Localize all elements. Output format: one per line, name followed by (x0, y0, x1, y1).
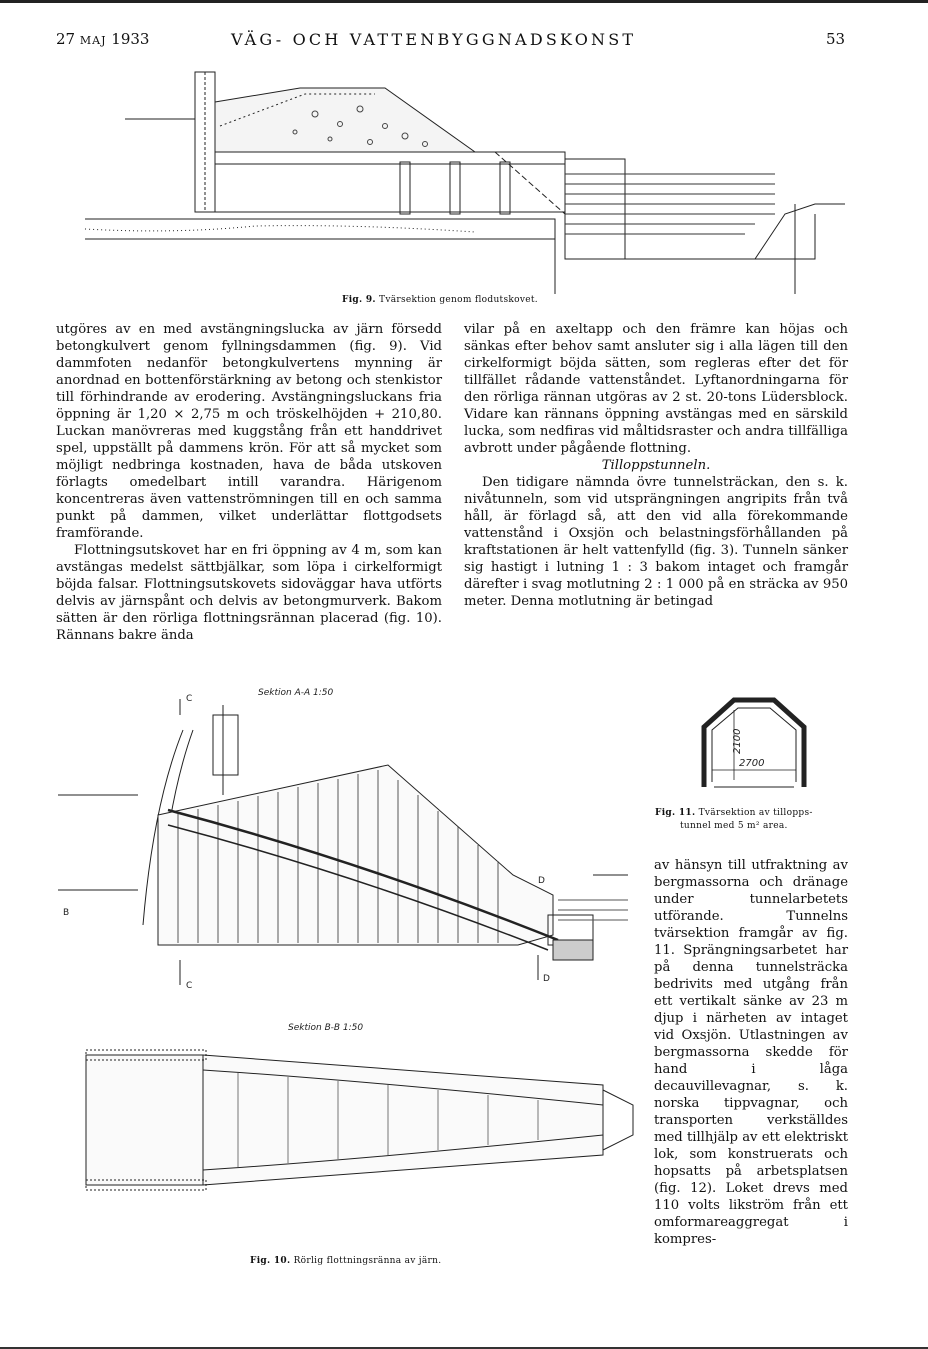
running-header (56, 30, 856, 54)
text-column-left (56, 321, 442, 644)
paragraph-narrow-1: av hänsyn till utfraktning av bergmassorna och dränage under tunnelarbetets utförande. Tunnelns tvärsektion framgår av fig. 11. Sprängningsarbetet har på denna tunnelsträcka bedrivits med utgång från ett vertikalt sänke av 23 m djup i närheten av intaget vid Oxsjön. Utlastningen av bergmassorna skedde för hand i låga decauvillevagnar, s. k. norska tippvagnar, och transporten verkställdes med tillhjälp av ett elektriskt lok, som konstruerats och hopsatts på arbetsplatsen (fig. 12). Loket drevs med 110 volts likström från ett omformareaggregat i kompres- (654, 858, 848, 1247)
text-column-narrow (654, 857, 848, 1248)
fig10-drawing (58, 685, 638, 1245)
fig10-section-bb-label: Sektion B-B 1:50 (288, 1023, 364, 1033)
paragraph-left-1: utgöres av en med avstängningslucka av järn försedd betongkulvert genom fyllningsdammen (fig. 9). Vid dammfoten nedanför betongkulvertens mynning är anordnad en bottenförstärkning av betong och stenkistor till förhindrande av erodering. Avstängningsluckans fria öppning är 1,20 × 2,75 m och tröskelhöjden + 210,80. Luckan manövreras med kuggstång från ett handdrivet spel, uppställt på dammens krön. För att så mycket som möjligt nedbringa kostnaden, hava de båda utskoven förlagts omedelbart intill varandra. Härigenom koncentreras även vattenströmningen till en och samma punkt på dammen, vilket underlättar flottgodsets framförande. (56, 322, 442, 541)
header-date: 27 MAJ 1933 (56, 30, 150, 48)
figure-9 (55, 64, 855, 294)
paragraph-right-2: Den tidigare nämnda övre tunnelsträckan, den s. k. nivåtunneln, som vid utsprängningen angripits från två håll, är förlagd så, att den vid alla förekommande vattenstånd i Oxsjön och belastningsförhållanden på kraftstationen är helt vattenfylld (fig. 3). Tunneln sänker sig hastigt i lutning 1 : 3 bakom intaget och framgår därefter i svag motlutning 2 : 1 000 på en sträcka av 950 meter. Denna motlutning är betingad (464, 475, 848, 609)
fig10-label-d-bottom: D (543, 974, 550, 984)
figure-11 (694, 692, 814, 796)
figure-10 (58, 685, 638, 1245)
fig10-section-aa-label: Sektion A-A 1:50 (258, 688, 334, 698)
section-heading-tilloppstunneln: Tilloppstunneln. (601, 458, 711, 473)
top-rule (0, 0, 928, 3)
fig11-dim-height: 2100 (732, 728, 743, 754)
fig11-dim-width: 2700 (739, 758, 765, 769)
paragraph-right-1: vilar på en axeltapp och den främre kan höjas och sänkas efter behov samt ansluter sig i alla lägen till den cirkelformigt böjda sätten, som regleras efter det för tillfället rådande vattenståndet. Lyftanordningarna för den rörliga rännan utgöras av 2 st. 20-tons Lüdersblock. Vidare kan rännans öppning avstängas med en särskild lucka, som nedfiras vid måltidsraster och andra tillfälliga avbrott under pågående flottning. (464, 322, 848, 456)
fig9-caption: Fig. 9. Tvärsektion genom flodutskovet. (342, 295, 538, 305)
fig11-tunnel-section (694, 692, 814, 796)
fig10-label-c-bottom: C (186, 981, 193, 991)
fig10-caption: Fig. 10. Rörlig flottningsränna av järn. (250, 1256, 442, 1266)
fig11-caption: Fig. 11. Tvärsektion av tillopps- tunnel med 5 m² area. (655, 808, 813, 831)
text-column-right (464, 321, 848, 610)
page-number: 53 (826, 30, 846, 48)
fig10-label-d-top: D (538, 876, 545, 886)
fig10-label-b: B (63, 908, 70, 918)
fig9-cross-section-drawing (55, 64, 855, 294)
paragraph-left-2: Flottningsutskovet har en fri öppning av 4 m, som kan avstängas medelst sättbjälkar, som löpa i cirkelformigt böjda falsar. Flottningsutskovets sidoväggar hava utförts delvis av järnspånt och delvis av betongmurverk. Bakom sätten är den rörliga flottningsrännan placerad (fig. 10). Rännans bakre ända (56, 543, 442, 643)
journal-title: VÄG- OCH VATTENBYGGNADSKONST (231, 30, 637, 49)
fig10-label-c-top: C (186, 694, 193, 704)
